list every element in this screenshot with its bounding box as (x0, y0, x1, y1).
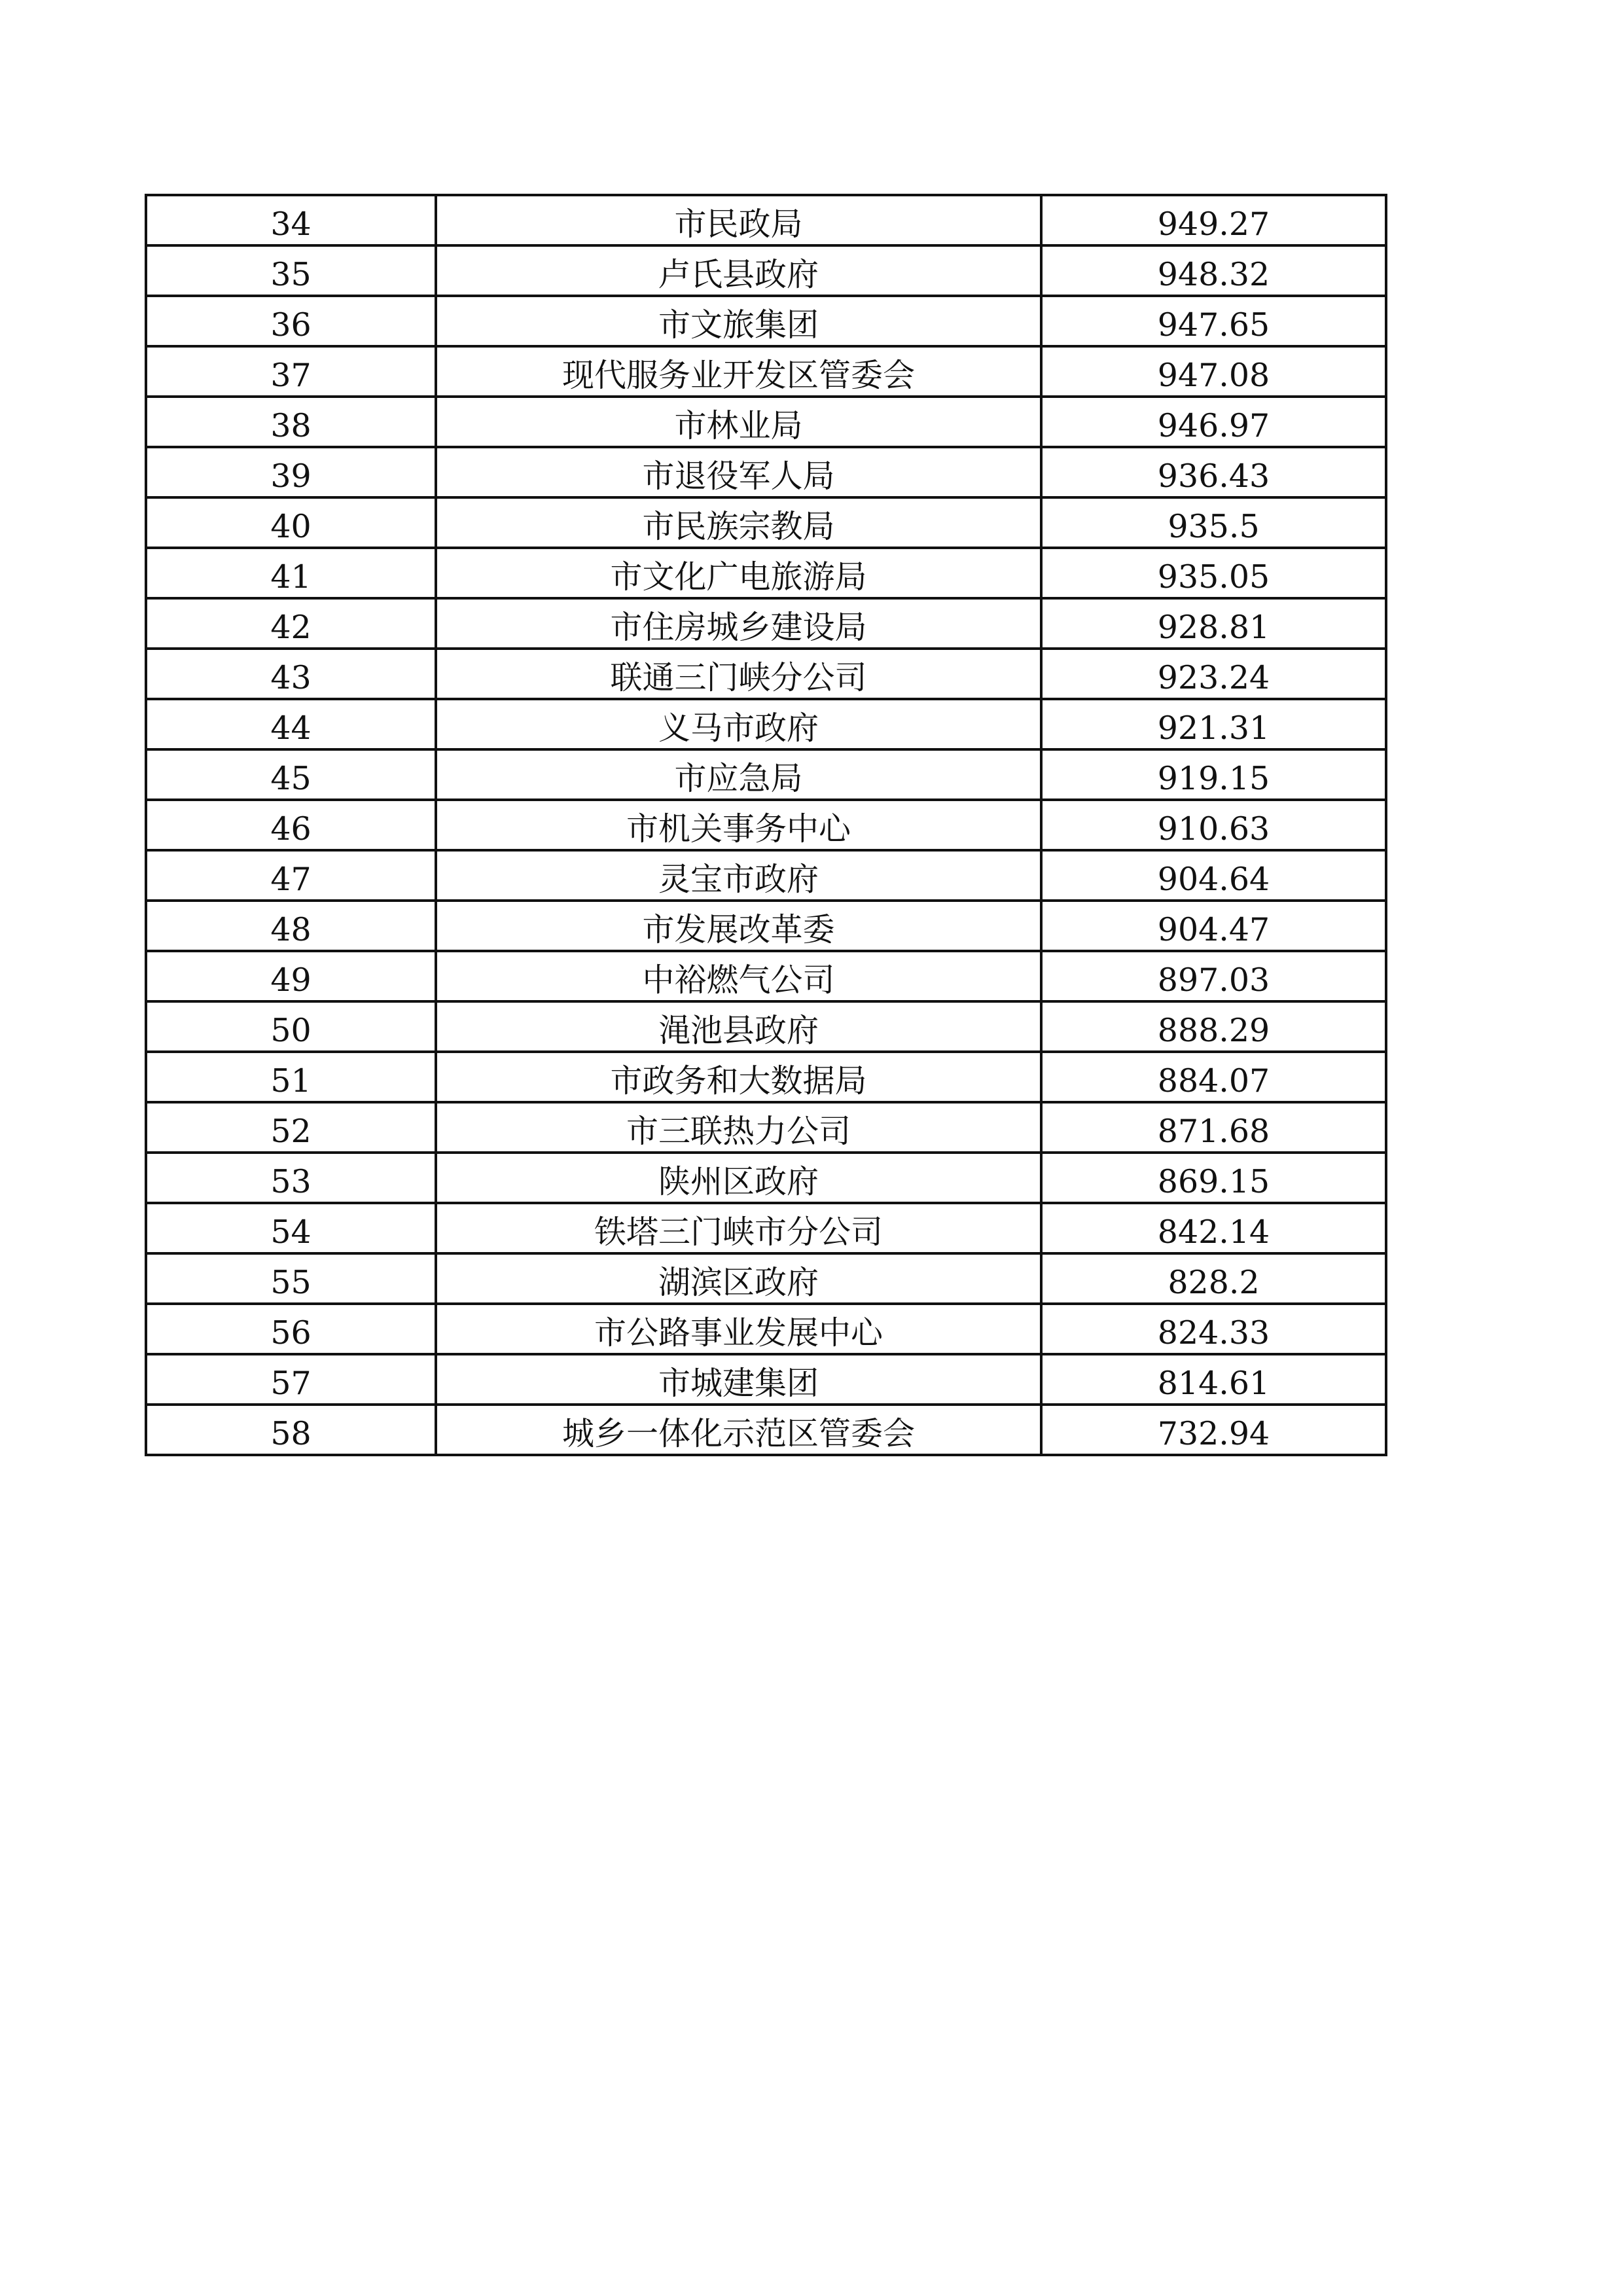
unit-name-cell-text: 联通三门峡分公司 (610, 659, 867, 696)
unit-name-cell-text: 市机关事务中心 (626, 810, 851, 848)
rank-cell-text: 52 (270, 1113, 312, 1150)
score-cell (1041, 901, 1386, 951)
score-cell (1041, 1052, 1386, 1102)
rank-cell (146, 699, 436, 749)
score-cell-text: 935.05 (1157, 558, 1270, 596)
score-cell (1041, 1102, 1386, 1153)
rank-cell (146, 1354, 436, 1405)
rank-cell (146, 850, 436, 901)
rank-cell-text: 39 (270, 457, 312, 495)
rank-cell (146, 1203, 436, 1253)
table-row (146, 901, 1386, 951)
table-row (146, 1304, 1386, 1354)
rank-cell-text: 43 (270, 659, 312, 696)
unit-name-cell-text: 灵宝市政府 (658, 861, 819, 898)
score-cell-text: 828.2 (1168, 1264, 1260, 1301)
table-row (146, 749, 1386, 800)
rank-cell-text: 35 (270, 256, 312, 293)
rank-cell-text: 42 (270, 609, 312, 646)
unit-name-cell (436, 850, 1041, 901)
unit-name-cell-text: 卢氏县政府 (658, 256, 819, 293)
unit-name-cell-text: 市退役军人局 (642, 457, 835, 495)
rank-cell-text: 48 (270, 911, 312, 948)
unit-name-cell (436, 1203, 1041, 1253)
unit-name-cell (436, 1354, 1041, 1405)
score-cell (1041, 1001, 1386, 1052)
unit-name-cell (436, 1304, 1041, 1354)
score-cell (1041, 951, 1386, 1001)
rank-cell (146, 346, 436, 397)
score-cell (1041, 800, 1386, 850)
rank-cell (146, 1304, 436, 1354)
rank-cell (146, 497, 436, 548)
unit-name-cell-text: 义马市政府 (658, 709, 819, 747)
unit-name-cell-text: 渑池县政府 (658, 1012, 819, 1049)
table-row (146, 1001, 1386, 1052)
table-row (146, 1052, 1386, 1102)
table-row (146, 1153, 1386, 1203)
score-cell (1041, 397, 1386, 447)
table-row (146, 346, 1386, 397)
rank-cell-text: 49 (270, 961, 312, 999)
table-row (146, 397, 1386, 447)
unit-name-cell-text: 市城建集团 (658, 1365, 819, 1402)
unit-name-cell-text: 市文旅集团 (658, 306, 819, 344)
unit-name-cell (436, 749, 1041, 800)
rank-cell (146, 1405, 436, 1455)
rank-cell (146, 901, 436, 951)
table-row (146, 699, 1386, 749)
unit-name-cell (436, 699, 1041, 749)
unit-name-cell (436, 1405, 1041, 1455)
rank-cell-text: 38 (270, 407, 312, 444)
score-cell (1041, 548, 1386, 598)
rank-cell-text: 57 (270, 1365, 312, 1402)
unit-name-cell-text: 中裕燃气公司 (642, 961, 835, 999)
rank-cell (146, 245, 436, 296)
rank-cell-text: 34 (270, 206, 312, 243)
score-cell-text: 949.27 (1157, 206, 1270, 243)
unit-name-cell-text: 市政务和大数据局 (610, 1062, 867, 1100)
score-cell-text: 884.07 (1157, 1062, 1270, 1100)
unit-name-cell-text: 市民政局 (674, 206, 803, 243)
unit-name-cell-text: 铁塔三门峡市分公司 (594, 1213, 883, 1251)
score-cell-text: 919.15 (1157, 760, 1270, 797)
table-row (146, 951, 1386, 1001)
score-cell (1041, 1203, 1386, 1253)
rank-cell (146, 1153, 436, 1203)
rank-cell-text: 53 (270, 1163, 312, 1200)
table-row (146, 598, 1386, 649)
rank-cell-text: 44 (270, 709, 312, 747)
rank-cell-text: 41 (270, 558, 312, 596)
unit-name-cell (436, 447, 1041, 497)
score-cell-text: 947.65 (1157, 306, 1270, 344)
rank-cell-text: 50 (270, 1012, 312, 1049)
score-cell (1041, 598, 1386, 649)
score-cell-text: 842.14 (1157, 1213, 1270, 1251)
unit-name-cell (436, 296, 1041, 346)
table-row (146, 548, 1386, 598)
unit-name-cell (436, 1102, 1041, 1153)
rank-cell (146, 649, 436, 699)
rank-cell (146, 397, 436, 447)
table-row (146, 195, 1386, 245)
score-cell (1041, 195, 1386, 245)
unit-name-cell (436, 901, 1041, 951)
table-row (146, 850, 1386, 901)
rank-cell (146, 598, 436, 649)
rank-cell (146, 1102, 436, 1153)
score-cell-text: 904.64 (1157, 861, 1270, 898)
score-cell-text: 928.81 (1157, 609, 1270, 646)
unit-name-cell-text: 市文化广电旅游局 (610, 558, 867, 596)
score-cell (1041, 1153, 1386, 1203)
score-cell (1041, 346, 1386, 397)
score-cell-text: 935.5 (1168, 508, 1260, 545)
unit-name-cell (436, 1253, 1041, 1304)
rank-cell-text: 45 (270, 760, 312, 797)
table-row (146, 800, 1386, 850)
rank-cell-text: 36 (270, 306, 312, 344)
rank-cell-text: 55 (270, 1264, 312, 1301)
unit-name-cell-text: 市应急局 (674, 760, 803, 797)
score-cell-text: 824.33 (1157, 1314, 1270, 1352)
rank-cell (146, 447, 436, 497)
unit-name-cell (436, 245, 1041, 296)
score-cell-text: 869.15 (1157, 1163, 1270, 1200)
unit-name-cell (436, 497, 1041, 548)
rank-cell (146, 1001, 436, 1052)
rank-cell-text: 51 (270, 1062, 312, 1100)
unit-name-cell (436, 548, 1041, 598)
unit-name-cell (436, 598, 1041, 649)
table-row (146, 245, 1386, 296)
ranking-table (145, 194, 1387, 1456)
table-row (146, 497, 1386, 548)
score-cell (1041, 850, 1386, 901)
score-cell-text: 897.03 (1157, 961, 1270, 999)
unit-name-cell-text: 陕州区政府 (658, 1163, 819, 1200)
score-cell-text: 921.31 (1157, 709, 1270, 747)
rank-cell-text: 46 (270, 810, 312, 848)
rank-cell-text: 56 (270, 1314, 312, 1352)
rank-cell-text: 54 (270, 1213, 312, 1251)
score-cell (1041, 447, 1386, 497)
score-cell (1041, 296, 1386, 346)
table-row (146, 1405, 1386, 1455)
table-row (146, 1354, 1386, 1405)
rank-cell (146, 548, 436, 598)
score-cell-text: 910.63 (1157, 810, 1270, 848)
unit-name-cell (436, 951, 1041, 1001)
score-cell-text: 904.47 (1157, 911, 1270, 948)
unit-name-cell-text: 市三联热力公司 (626, 1113, 851, 1150)
rank-cell-text: 58 (270, 1415, 312, 1452)
table-row (146, 296, 1386, 346)
score-cell (1041, 245, 1386, 296)
unit-name-cell-text: 市民族宗教局 (642, 508, 835, 545)
rank-cell-text: 47 (270, 861, 312, 898)
unit-name-cell-text: 市公路事业发展中心 (594, 1314, 883, 1352)
score-cell-text: 888.29 (1157, 1012, 1270, 1049)
unit-name-cell (436, 346, 1041, 397)
rank-cell (146, 749, 436, 800)
table-row (146, 447, 1386, 497)
score-cell (1041, 749, 1386, 800)
unit-name-cell (436, 1153, 1041, 1203)
score-cell (1041, 1354, 1386, 1405)
rank-cell (146, 195, 436, 245)
table-row (146, 649, 1386, 699)
unit-name-cell-text: 城乡一体化示范区管委会 (562, 1415, 915, 1452)
unit-name-cell (436, 397, 1041, 447)
score-cell-text: 923.24 (1157, 659, 1270, 696)
unit-name-cell (436, 649, 1041, 699)
unit-name-cell (436, 800, 1041, 850)
score-cell-text: 947.08 (1157, 357, 1270, 394)
score-cell (1041, 699, 1386, 749)
score-cell-text: 814.61 (1157, 1365, 1270, 1402)
score-cell-text: 732.94 (1157, 1415, 1270, 1452)
unit-name-cell-text: 湖滨区政府 (658, 1264, 819, 1301)
unit-name-cell (436, 1052, 1041, 1102)
unit-name-cell-text: 现代服务业开发区管委会 (562, 357, 915, 394)
unit-name-cell-text: 市林业局 (674, 407, 803, 444)
table-row (146, 1203, 1386, 1253)
unit-name-cell-text: 市发展改革委 (642, 911, 835, 948)
score-cell (1041, 1304, 1386, 1354)
unit-name-cell-text: 市住房城乡建设局 (610, 609, 867, 646)
rank-cell (146, 1253, 436, 1304)
score-cell (1041, 649, 1386, 699)
score-cell (1041, 497, 1386, 548)
score-cell-text: 871.68 (1157, 1113, 1270, 1150)
table-row (146, 1102, 1386, 1153)
unit-name-cell (436, 1001, 1041, 1052)
ranking-table-body (146, 195, 1386, 1455)
rank-cell-text: 40 (270, 508, 312, 545)
unit-name-cell (436, 195, 1041, 245)
rank-cell (146, 800, 436, 850)
rank-cell (146, 1052, 436, 1102)
rank-cell-text: 37 (270, 357, 312, 394)
score-cell-text: 936.43 (1157, 457, 1270, 495)
score-cell-text: 946.97 (1157, 407, 1270, 444)
rank-cell (146, 951, 436, 1001)
rank-cell (146, 296, 436, 346)
score-cell (1041, 1405, 1386, 1455)
score-cell-text: 948.32 (1157, 256, 1270, 293)
score-cell (1041, 1253, 1386, 1304)
table-row (146, 1253, 1386, 1304)
